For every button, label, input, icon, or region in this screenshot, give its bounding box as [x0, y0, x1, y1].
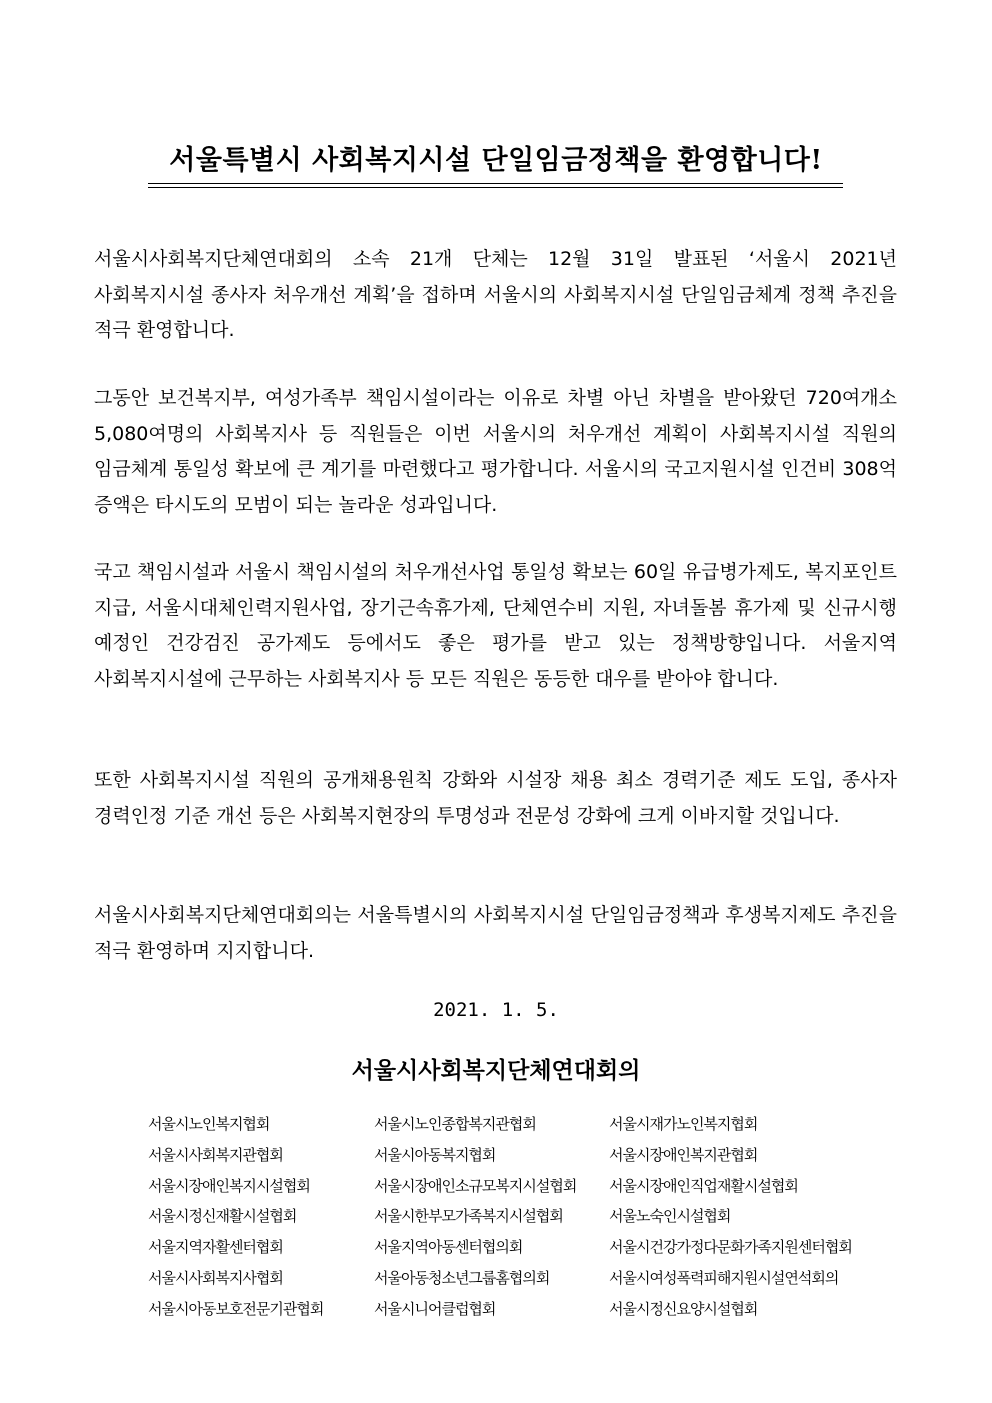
member-organizations-list — [148, 1112, 868, 1328]
member-organization: 서울시노인복지협회 — [148, 1115, 270, 1133]
paragraph-4: 또한 사회복지시설 직원의 공개채용원칙 강화와 시설장 채용 최소 경력기준 제도 도입, 종사자 경력인정 기준 개선 등은 사회복지현장의 투명성과 전문성 강화에 크게 이바지할 것입니다. — [94, 769, 897, 827]
member-organization: 서울시니어클럽협회 — [374, 1299, 496, 1318]
member-organization: 서울시여성폭력피해지원시설연석회의 — [609, 1268, 839, 1287]
title-underline-top — [148, 183, 843, 184]
paragraph-3: 국고 책임시설과 서울시 책임시설의 처우개선사업 통일성 확보는 60일 유급병가제도, 복지포인트 지급, 서울시대체인력지원사업, 장기근속휴가제, 단체연수비 지원, 자녀돌봄 휴가제 및 신규시행 예정인 건강검진 공가제도 등에서도 좋은 평가를 받고 있는 정책방향입니다. 서울지역 사회복지시설에 근무하는 사회복지사 등 모든 직원은 동등한 대우를 받아야 합니다. — [94, 561, 897, 690]
member-organization: 서울아동청소년그룹홈협의회 — [374, 1268, 550, 1287]
document-title: 서울특별시 사회복지시설 단일임금정책을 환영합니다! — [169, 145, 823, 176]
member-organization: 서울시사회복지관협회 — [148, 1145, 283, 1164]
member-organization: 서울노숙인시설협회 — [609, 1207, 731, 1226]
member-organization: 서울시장애인직업재활시설협회 — [609, 1176, 798, 1195]
member-organization: 서울지역아동센터협의회 — [374, 1238, 523, 1257]
member-organization: 서울지역자활센터협회 — [148, 1238, 283, 1257]
signatory-name: 서울시사회복지단체연대회의 — [351, 1057, 641, 1084]
paragraph-2: 그동안 보건복지부, 여성가족부 책임시설이라는 이유로 차별 아닌 차별을 받아왔던 720여개소 5,080여명의 사회복지사 등 직원들은 이번 서울시의 처우개선 계획이 사회복지시설 직원의 임금체계 통일성 확보에 큰 계기를 마련했다고 평가합니다. 서울시의 국고지원시설 인건비 308억 증액은 타시도의 모범이 되는 놀라운 성과입니다. — [94, 387, 897, 516]
member-organization: 서울시정신요양시설협회 — [609, 1299, 758, 1318]
member-organization: 서울시장애인소규모복지시설협회 — [374, 1176, 577, 1195]
member-organization: 서울시장애인복지시설협회 — [148, 1176, 310, 1195]
title-underline-bottom — [148, 187, 843, 188]
member-organization: 서울시정신재활시설협회 — [148, 1207, 297, 1226]
issue-date: 2021. 1. 5. — [433, 999, 559, 1021]
member-organization: 서울시장애인복지관협회 — [609, 1145, 758, 1164]
member-organization: 서울시한부모가족복지시설협회 — [374, 1207, 563, 1226]
paragraph-1: 서울시사회복지단체연대회의 소속 21개 단체는 12월 31일 발표된 ‘서울시 2021년 사회복지시설 종사자 처우개선 계획’을 접하며 서울시의 사회복지시설 단일임금체계 정책 추진을 적극 환영합니다. — [94, 248, 897, 341]
member-organization: 서울시건강가정다문화가족지원센터협회 — [609, 1238, 852, 1257]
member-organization: 서울시아동보호전문기관협회 — [148, 1299, 324, 1318]
member-organization: 서울시사회복지사협회 — [148, 1268, 283, 1287]
member-organization: 서울시아동복지협회 — [374, 1145, 496, 1164]
paragraph-5: 서울시사회복지단체연대회의는 서울특별시의 사회복지시설 단일임금정책과 후생복지제도 추진을 적극 환영하며 지지합니다. — [94, 904, 897, 962]
member-organization: 서울시재가노인복지협회 — [609, 1115, 758, 1133]
member-organization: 서울시노인종합복지관협회 — [374, 1115, 536, 1133]
